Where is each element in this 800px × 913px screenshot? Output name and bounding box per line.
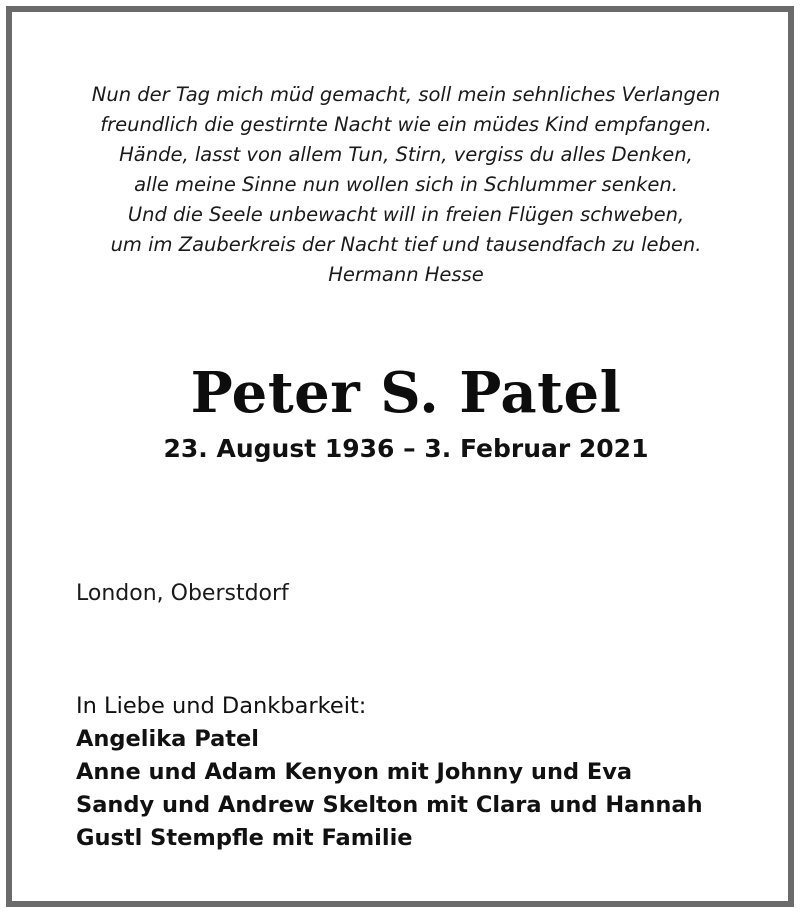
location: London, Oberstdorf: [76, 581, 289, 606]
poem: [12, 80, 800, 290]
life-dates: 23. August 1936 – 3. Februar 2021: [163, 434, 649, 463]
mourner-name: Sandy und Andrew Skelton mit Clara und Hannah: [76, 792, 703, 818]
poem-line: Nun der Tag mich müd gemacht, soll mein sehnliches Verlangen: [91, 83, 721, 106]
mourners-list: [76, 690, 703, 855]
mourner-name: Angelika Patel: [76, 726, 259, 752]
poem-line: freundlich die gestirnte Nacht wie ein müdes Kind empfangen.: [100, 113, 712, 136]
mourner-name: Anne und Adam Kenyon mit Johnny und Eva: [76, 759, 633, 785]
poem-line: Hände, lasst von allem Tun, Stirn, vergiss du alles Denken,: [119, 143, 693, 166]
poem-line: um im Zauberkreis der Nacht tief und tausendfach zu leben.: [110, 233, 702, 256]
deceased-name: Peter S. Patel: [190, 360, 622, 426]
poem-line: alle meine Sinne nun wollen sich in Schlummer senken.: [134, 173, 678, 196]
obituary-frame: [6, 6, 794, 907]
mourners-intro: In Liebe und Dankbarkeit:: [76, 693, 367, 719]
poem-author: Hermann Hesse: [328, 263, 484, 286]
poem-line: Und die Seele unbewacht will in freien Flügen schweben,: [127, 203, 685, 226]
mourner-name: Gustl Stempfle mit Familie: [76, 825, 413, 851]
